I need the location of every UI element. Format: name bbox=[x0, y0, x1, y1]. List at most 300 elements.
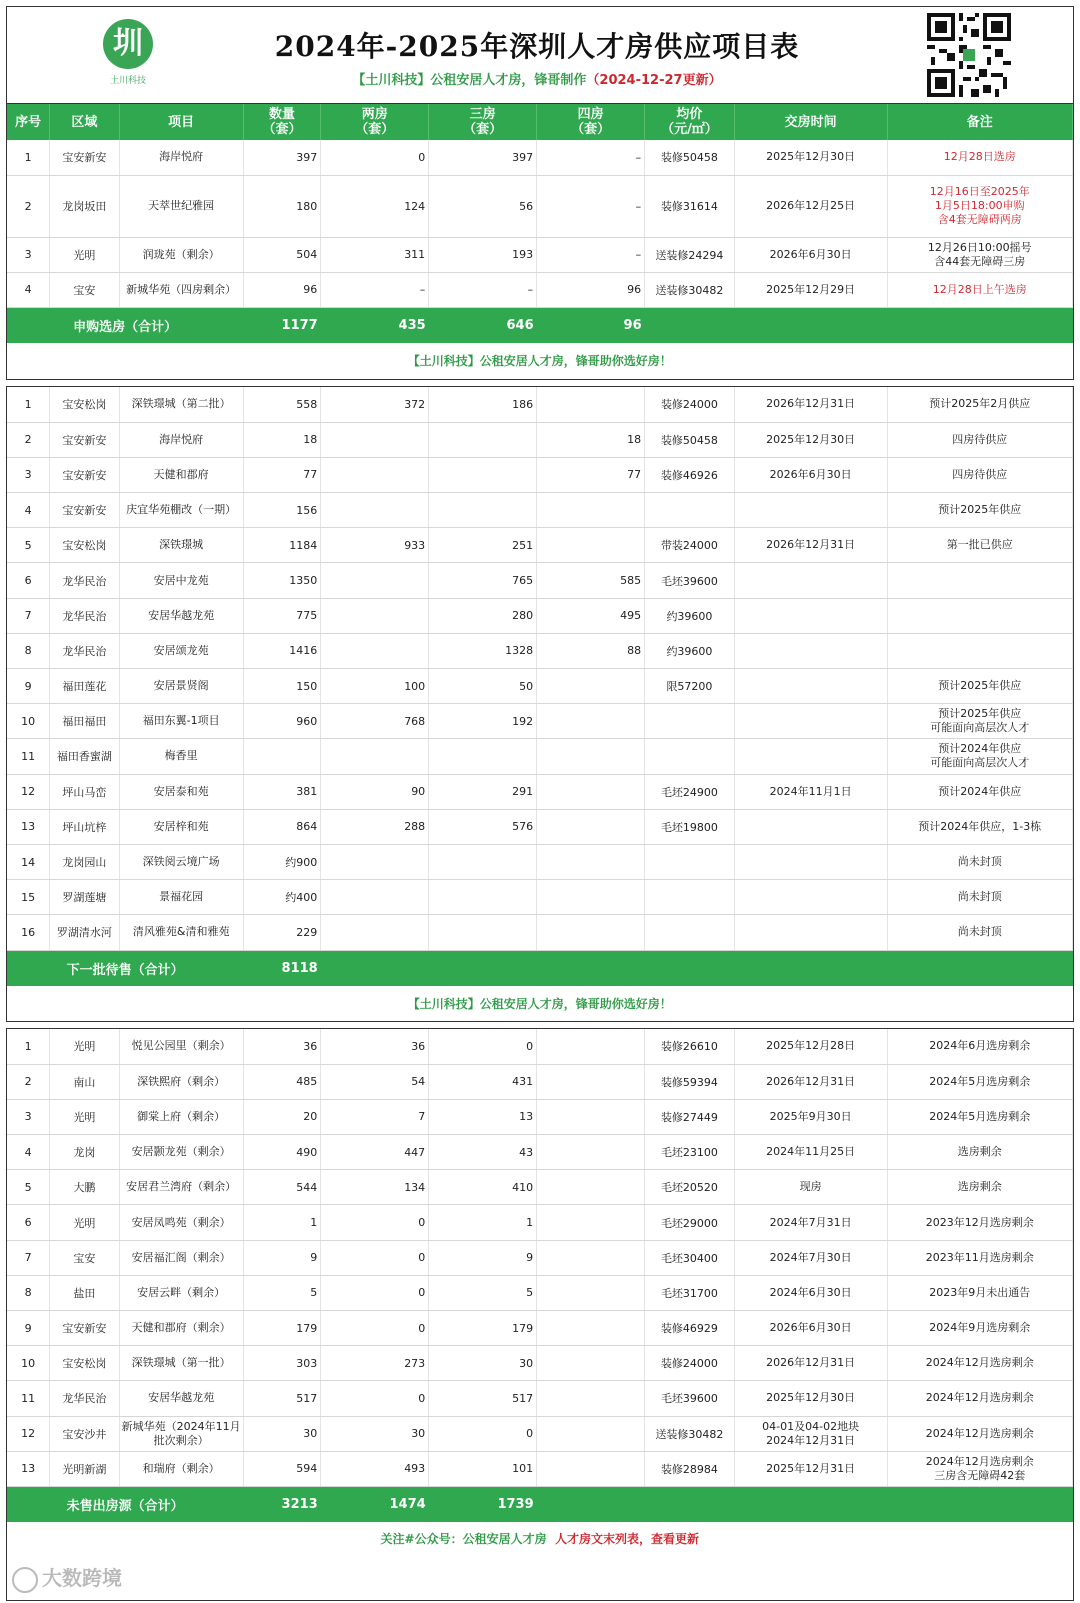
row-three-room: 101 bbox=[429, 1451, 537, 1486]
row-note: 选房剩余 bbox=[887, 1170, 1072, 1205]
row-project: 安居中龙苑 bbox=[119, 563, 243, 598]
row-project: 新城华苑（2024年11月 批次剩余） bbox=[119, 1416, 243, 1451]
row-project: 天健和郡府 bbox=[119, 457, 243, 492]
row-district: 宝安新安 bbox=[50, 140, 119, 175]
row-project: 深铁阅云境广场 bbox=[119, 844, 243, 879]
col-header: 两房 （套） bbox=[321, 104, 429, 140]
row-project: 安居云畔（剩余） bbox=[119, 1275, 243, 1310]
row-district: 宝安新安 bbox=[50, 422, 119, 457]
section-upcoming bbox=[6, 386, 1074, 1022]
row-two-room: 933 bbox=[321, 528, 429, 563]
row-two-room: 273 bbox=[321, 1346, 429, 1381]
row-four-room bbox=[537, 1135, 645, 1170]
row-four-room bbox=[537, 1029, 645, 1064]
row-index: 7 bbox=[7, 1240, 50, 1275]
row-four-room bbox=[537, 669, 645, 704]
row-two-room: 493 bbox=[321, 1451, 429, 1486]
table-row bbox=[7, 1381, 1073, 1416]
row-price: 装修59394 bbox=[645, 1064, 735, 1099]
promo-banner: 【土川科技】公租安居人才房，锋哥助你选好房！ bbox=[407, 996, 672, 1011]
summary-row bbox=[7, 307, 1073, 343]
row-delivery-date: 2025年12月31日 bbox=[734, 1451, 887, 1486]
table-row bbox=[7, 387, 1073, 422]
row-district: 福田福田 bbox=[50, 704, 119, 739]
table-row bbox=[7, 704, 1073, 739]
row-price bbox=[645, 844, 735, 879]
row-index: 3 bbox=[7, 237, 50, 272]
row-two-room: 0 bbox=[321, 140, 429, 175]
row-delivery-date: 2024年11月1日 bbox=[734, 774, 887, 809]
row-delivery-date: 2026年6月30日 bbox=[734, 1311, 887, 1346]
row-delivery-date: 2025年12月30日 bbox=[734, 140, 887, 175]
row-district: 罗湖莲塘 bbox=[50, 880, 119, 915]
row-note: 2023年9月未出通告 bbox=[887, 1275, 1072, 1310]
row-district: 罗湖清水河 bbox=[50, 915, 119, 950]
table-row bbox=[7, 633, 1073, 668]
row-price: 装修46926 bbox=[645, 457, 735, 492]
row-delivery-date: 2026年12月31日 bbox=[734, 387, 887, 422]
row-total: 558 bbox=[243, 387, 320, 422]
row-three-room: 765 bbox=[429, 563, 537, 598]
qr-code-icon[interactable] bbox=[927, 13, 1011, 97]
row-four-room: – bbox=[537, 175, 645, 237]
table-header-row bbox=[7, 104, 1073, 140]
row-total: 517 bbox=[243, 1381, 320, 1416]
row-three-room: 5 bbox=[429, 1275, 537, 1310]
row-project: 梅香里 bbox=[119, 739, 243, 774]
row-four-room bbox=[537, 739, 645, 774]
row-price: 毛坯31700 bbox=[645, 1275, 735, 1310]
row-two-room: 36 bbox=[321, 1029, 429, 1064]
row-three-room bbox=[429, 844, 537, 879]
row-two-room bbox=[321, 880, 429, 915]
row-index: 8 bbox=[7, 1275, 50, 1310]
row-total: 303 bbox=[243, 1346, 320, 1381]
row-index: 14 bbox=[7, 844, 50, 879]
row-four-room bbox=[537, 1205, 645, 1240]
row-delivery-date bbox=[734, 669, 887, 704]
row-index: 1 bbox=[7, 140, 50, 175]
row-index: 3 bbox=[7, 457, 50, 492]
row-project: 福田东翼-1项目 bbox=[119, 704, 243, 739]
logo-text: 土川科技 bbox=[109, 76, 146, 86]
row-three-room: 9 bbox=[429, 1240, 537, 1275]
row-project: 御棠上府（剩余） bbox=[119, 1099, 243, 1134]
row-index: 13 bbox=[7, 1451, 50, 1486]
row-price bbox=[645, 704, 735, 739]
row-note bbox=[887, 598, 1072, 633]
row-project: 新城华苑（四房剩余） bbox=[119, 272, 243, 307]
row-total: 229 bbox=[243, 915, 320, 950]
section-subscription bbox=[6, 103, 1074, 380]
summary-filler bbox=[645, 1486, 1073, 1522]
row-two-room bbox=[321, 739, 429, 774]
row-four-room: 88 bbox=[537, 633, 645, 668]
row-three-room: 517 bbox=[429, 1381, 537, 1416]
row-two-room: 90 bbox=[321, 774, 429, 809]
upcoming-table-body bbox=[7, 387, 1073, 950]
row-note: 预计2025年2月供应 bbox=[887, 387, 1072, 422]
col-header: 序号 bbox=[7, 104, 50, 140]
row-price: 装修28984 bbox=[645, 1451, 735, 1486]
logo: 圳 bbox=[103, 19, 153, 69]
row-delivery-date: 2024年7月31日 bbox=[734, 1205, 887, 1240]
row-index: 6 bbox=[7, 1205, 50, 1240]
table-row bbox=[7, 1064, 1073, 1099]
unsold-table-body bbox=[7, 1029, 1073, 1486]
row-note: 2024年12月选房剩余 bbox=[887, 1416, 1072, 1451]
row-three-room bbox=[429, 457, 537, 492]
table-row bbox=[7, 844, 1073, 879]
row-district: 龙华民治 bbox=[50, 563, 119, 598]
row-delivery-date: 2025年12月29日 bbox=[734, 272, 887, 307]
row-note bbox=[887, 633, 1072, 668]
row-district: 光明 bbox=[50, 1029, 119, 1064]
row-project: 海岸悦府 bbox=[119, 140, 243, 175]
row-two-room bbox=[321, 844, 429, 879]
row-delivery-date: 2026年12月25日 bbox=[734, 175, 887, 237]
table-row bbox=[7, 598, 1073, 633]
row-price: 装修24000 bbox=[645, 1346, 735, 1381]
row-index: 13 bbox=[7, 809, 50, 844]
row-note: 2024年5月选房剩余 bbox=[887, 1099, 1072, 1134]
watermark-icon bbox=[12, 1567, 38, 1593]
row-three-room: 576 bbox=[429, 809, 537, 844]
row-district: 龙岗 bbox=[50, 1135, 119, 1170]
row-district: 光明 bbox=[50, 1099, 119, 1134]
row-two-room: 0 bbox=[321, 1205, 429, 1240]
row-four-room bbox=[537, 1240, 645, 1275]
row-delivery-date: 2026年12月31日 bbox=[734, 1346, 887, 1381]
row-note: 2023年12月选房剩余 bbox=[887, 1205, 1072, 1240]
row-three-room: 193 bbox=[429, 237, 537, 272]
row-note: 预计2025年供应 可能面向高层次人才 bbox=[887, 704, 1072, 739]
row-project: 景福花园 bbox=[119, 880, 243, 915]
row-note: 12月28日选房 bbox=[887, 140, 1072, 175]
col-header: 均价 （元/㎡） bbox=[645, 104, 735, 140]
row-price: 毛坯39600 bbox=[645, 563, 735, 598]
row-district: 光明 bbox=[50, 237, 119, 272]
update-date: （2024-12-27更新） bbox=[586, 73, 722, 88]
row-total: 397 bbox=[243, 140, 320, 175]
row-note: 2024年12月选房剩余 bbox=[887, 1381, 1072, 1416]
row-total: 960 bbox=[243, 704, 320, 739]
row-project: 深铁璟城（第二批） bbox=[119, 387, 243, 422]
col-header: 三房 （套） bbox=[429, 104, 537, 140]
row-total: 504 bbox=[243, 237, 320, 272]
row-two-room: 124 bbox=[321, 175, 429, 237]
row-three-room: 186 bbox=[429, 387, 537, 422]
row-district: 福田莲花 bbox=[50, 669, 119, 704]
row-total: 180 bbox=[243, 175, 320, 237]
row-district: 龙华民治 bbox=[50, 1381, 119, 1416]
row-project: 庆宜华苑棚改（一期） bbox=[119, 493, 243, 528]
row-price bbox=[645, 493, 735, 528]
row-project: 安居君兰湾府（剩余） bbox=[119, 1170, 243, 1205]
row-total: 544 bbox=[243, 1170, 320, 1205]
row-delivery-date: 2026年12月31日 bbox=[734, 528, 887, 563]
row-two-room bbox=[321, 598, 429, 633]
table-row bbox=[7, 1275, 1073, 1310]
row-note: 2024年12月选房剩余 bbox=[887, 1346, 1072, 1381]
table-row bbox=[7, 1205, 1073, 1240]
summary-two: 1474 bbox=[321, 1486, 429, 1522]
row-price: 毛坯39600 bbox=[645, 1381, 735, 1416]
summary-row bbox=[7, 950, 1073, 986]
row-project: 安居颢龙苑（剩余） bbox=[119, 1135, 243, 1170]
row-note: 12月28日上午选房 bbox=[887, 272, 1072, 307]
row-note: 第一批已供应 bbox=[887, 528, 1072, 563]
summary-total: 8118 bbox=[243, 950, 320, 986]
row-index: 5 bbox=[7, 528, 50, 563]
row-delivery-date: 现房 bbox=[734, 1170, 887, 1205]
row-two-room: 288 bbox=[321, 809, 429, 844]
row-index: 4 bbox=[7, 493, 50, 528]
row-four-room bbox=[537, 493, 645, 528]
row-price: 约39600 bbox=[645, 598, 735, 633]
row-district: 宝安松岗 bbox=[50, 387, 119, 422]
row-price bbox=[645, 739, 735, 774]
table-row bbox=[7, 880, 1073, 915]
table-row bbox=[7, 1311, 1073, 1346]
row-price: 毛坯29000 bbox=[645, 1205, 735, 1240]
row-three-room bbox=[429, 739, 537, 774]
table-row bbox=[7, 1029, 1073, 1064]
row-total: 485 bbox=[243, 1064, 320, 1099]
promo-banner: 【土川科技】公租安居人才房，锋哥助你选好房！ bbox=[407, 353, 672, 368]
row-two-room: 100 bbox=[321, 669, 429, 704]
row-index: 6 bbox=[7, 563, 50, 598]
row-total: 594 bbox=[243, 1451, 320, 1486]
table-row bbox=[7, 237, 1073, 272]
table-row bbox=[7, 1135, 1073, 1170]
row-price: 毛坯20520 bbox=[645, 1170, 735, 1205]
row-total: 5 bbox=[243, 1275, 320, 1310]
row-district: 宝安新安 bbox=[50, 493, 119, 528]
row-three-room bbox=[429, 880, 537, 915]
row-two-room bbox=[321, 563, 429, 598]
row-total: 77 bbox=[243, 457, 320, 492]
row-index: 2 bbox=[7, 1064, 50, 1099]
table-row bbox=[7, 809, 1073, 844]
row-project: 深铁璟城 bbox=[119, 528, 243, 563]
row-index: 9 bbox=[7, 669, 50, 704]
row-delivery-date bbox=[734, 880, 887, 915]
row-index: 1 bbox=[7, 387, 50, 422]
row-four-room bbox=[537, 844, 645, 879]
table-row bbox=[7, 1451, 1073, 1486]
table-row bbox=[7, 457, 1073, 492]
row-total: 1416 bbox=[243, 633, 320, 668]
row-two-room: 0 bbox=[321, 1240, 429, 1275]
row-three-room: 397 bbox=[429, 140, 537, 175]
row-index: 12 bbox=[7, 774, 50, 809]
row-four-room bbox=[537, 774, 645, 809]
row-note: 12月16日至2025年 1月5日18:00申购 含4套无障碍两房 bbox=[887, 175, 1072, 237]
row-index: 2 bbox=[7, 175, 50, 237]
row-two-room: 768 bbox=[321, 704, 429, 739]
row-index: 15 bbox=[7, 880, 50, 915]
row-project: 安居华越龙苑 bbox=[119, 598, 243, 633]
row-total: 1184 bbox=[243, 528, 320, 563]
row-three-room: 43 bbox=[429, 1135, 537, 1170]
row-price: 毛坯24900 bbox=[645, 774, 735, 809]
row-delivery-date: 2024年7月30日 bbox=[734, 1240, 887, 1275]
row-three-room: 0 bbox=[429, 1416, 537, 1451]
watermark-text: 大数跨境 bbox=[42, 1566, 122, 1590]
row-price: 装修26610 bbox=[645, 1029, 735, 1064]
summary-row bbox=[7, 1486, 1073, 1522]
row-index: 16 bbox=[7, 915, 50, 950]
row-index: 4 bbox=[7, 272, 50, 307]
row-district: 龙华民治 bbox=[50, 633, 119, 668]
summary-three: 646 bbox=[429, 307, 537, 343]
row-price: 限57200 bbox=[645, 669, 735, 704]
row-price: 带装24000 bbox=[645, 528, 735, 563]
row-note: 预计2024年供应，1-3栋 bbox=[887, 809, 1072, 844]
row-price: 送装修24294 bbox=[645, 237, 735, 272]
row-note: 预计2024年供应 bbox=[887, 774, 1072, 809]
row-four-room bbox=[537, 1275, 645, 1310]
header bbox=[6, 6, 1074, 103]
row-total: 490 bbox=[243, 1135, 320, 1170]
row-district: 大鹏 bbox=[50, 1170, 119, 1205]
row-project: 安居华越龙苑 bbox=[119, 1381, 243, 1416]
row-district: 宝安松岗 bbox=[50, 1346, 119, 1381]
row-delivery-date: 2025年9月30日 bbox=[734, 1099, 887, 1134]
row-district: 龙岗坂田 bbox=[50, 175, 119, 237]
row-two-room bbox=[321, 915, 429, 950]
table-row bbox=[7, 1240, 1073, 1275]
row-total: 20 bbox=[243, 1099, 320, 1134]
row-three-room: 192 bbox=[429, 704, 537, 739]
row-total: 30 bbox=[243, 1416, 320, 1451]
row-four-room: 585 bbox=[537, 563, 645, 598]
row-price: 送装修30482 bbox=[645, 272, 735, 307]
row-price: 毛坯30400 bbox=[645, 1240, 735, 1275]
row-three-room: 50 bbox=[429, 669, 537, 704]
row-district: 南山 bbox=[50, 1064, 119, 1099]
row-delivery-date bbox=[734, 563, 887, 598]
row-three-room bbox=[429, 915, 537, 950]
row-delivery-date: 04-01及04-02地块 2024年12月31日 bbox=[734, 1416, 887, 1451]
table-row bbox=[7, 140, 1073, 175]
summary-two bbox=[321, 950, 429, 986]
row-total: 约900 bbox=[243, 844, 320, 879]
row-four-room: 495 bbox=[537, 598, 645, 633]
row-three-room: 56 bbox=[429, 175, 537, 237]
row-project: 和瑞府（剩余） bbox=[119, 1451, 243, 1486]
row-note: 四房待供应 bbox=[887, 422, 1072, 457]
row-four-room bbox=[537, 704, 645, 739]
row-project: 安居福汇阁（剩余） bbox=[119, 1240, 243, 1275]
row-price: 装修24000 bbox=[645, 387, 735, 422]
row-three-room: 1328 bbox=[429, 633, 537, 668]
row-index: 9 bbox=[7, 1311, 50, 1346]
row-four-room bbox=[537, 880, 645, 915]
follow-link[interactable]: 人才房文末列表，查看更新 bbox=[554, 1531, 699, 1546]
row-four-room bbox=[537, 915, 645, 950]
col-header: 项目 bbox=[119, 104, 243, 140]
table-row bbox=[7, 1099, 1073, 1134]
row-district: 盐田 bbox=[50, 1275, 119, 1310]
row-note: 四房待供应 bbox=[887, 457, 1072, 492]
row-project: 天健和郡府（剩余） bbox=[119, 1311, 243, 1346]
table-row bbox=[7, 493, 1073, 528]
row-project: 安居景贤阁 bbox=[119, 669, 243, 704]
row-total: 381 bbox=[243, 774, 320, 809]
section-unsold bbox=[6, 1028, 1074, 1601]
row-four-room: 96 bbox=[537, 272, 645, 307]
row-three-room: – bbox=[429, 272, 537, 307]
row-two-room: 134 bbox=[321, 1170, 429, 1205]
summary-two: 435 bbox=[321, 307, 429, 343]
row-four-room bbox=[537, 1311, 645, 1346]
row-delivery-date: 2025年12月28日 bbox=[734, 1029, 887, 1064]
summary-three: 1739 bbox=[429, 1486, 537, 1522]
row-price: 装修50458 bbox=[645, 422, 735, 457]
col-header: 区域 bbox=[50, 104, 119, 140]
row-two-room: 0 bbox=[321, 1311, 429, 1346]
row-price: 装修31614 bbox=[645, 175, 735, 237]
row-total: 约400 bbox=[243, 880, 320, 915]
banner-row bbox=[7, 1522, 1073, 1554]
row-district: 宝安松岗 bbox=[50, 528, 119, 563]
row-two-room bbox=[321, 457, 429, 492]
row-note: 尚未封顶 bbox=[887, 844, 1072, 879]
row-district: 坪山坑梓 bbox=[50, 809, 119, 844]
row-four-room bbox=[537, 1064, 645, 1099]
table-row bbox=[7, 1346, 1073, 1381]
row-district: 光明新湖 bbox=[50, 1451, 119, 1486]
row-project: 润珑苑（剩余） bbox=[119, 237, 243, 272]
row-note: 2024年6月选房剩余 bbox=[887, 1029, 1072, 1064]
row-price: 毛坯23100 bbox=[645, 1135, 735, 1170]
row-delivery-date bbox=[734, 598, 887, 633]
row-index: 1 bbox=[7, 1029, 50, 1064]
table-row bbox=[7, 739, 1073, 774]
row-total: 1 bbox=[243, 1205, 320, 1240]
row-four-room bbox=[537, 1099, 645, 1134]
table-row bbox=[7, 774, 1073, 809]
row-two-room: 0 bbox=[321, 1381, 429, 1416]
summary-label: 下一批待售（合计） bbox=[7, 950, 243, 986]
row-two-room: 7 bbox=[321, 1099, 429, 1134]
row-delivery-date: 2024年11月25日 bbox=[734, 1135, 887, 1170]
col-header: 交房时间 bbox=[734, 104, 887, 140]
row-three-room: 13 bbox=[429, 1099, 537, 1134]
row-district: 光明 bbox=[50, 1205, 119, 1240]
row-district: 宝安新安 bbox=[50, 1311, 119, 1346]
row-three-room: 30 bbox=[429, 1346, 537, 1381]
row-total: 150 bbox=[243, 669, 320, 704]
row-project: 海岸悦府 bbox=[119, 422, 243, 457]
row-delivery-date bbox=[734, 809, 887, 844]
row-project: 悦见公园里（剩余） bbox=[119, 1029, 243, 1064]
row-two-room bbox=[321, 493, 429, 528]
row-four-room bbox=[537, 528, 645, 563]
row-district: 宝安沙井 bbox=[50, 1416, 119, 1451]
upcoming-table bbox=[7, 387, 1073, 1020]
row-four-room bbox=[537, 1451, 645, 1486]
row-index: 10 bbox=[7, 704, 50, 739]
row-delivery-date: 2026年6月30日 bbox=[734, 237, 887, 272]
row-two-room bbox=[321, 633, 429, 668]
row-note: 2024年12月选房剩余 三房含无障碍42套 bbox=[887, 1451, 1072, 1486]
row-three-room: 1 bbox=[429, 1205, 537, 1240]
row-delivery-date: 2026年6月30日 bbox=[734, 457, 887, 492]
watermark bbox=[12, 1562, 122, 1593]
